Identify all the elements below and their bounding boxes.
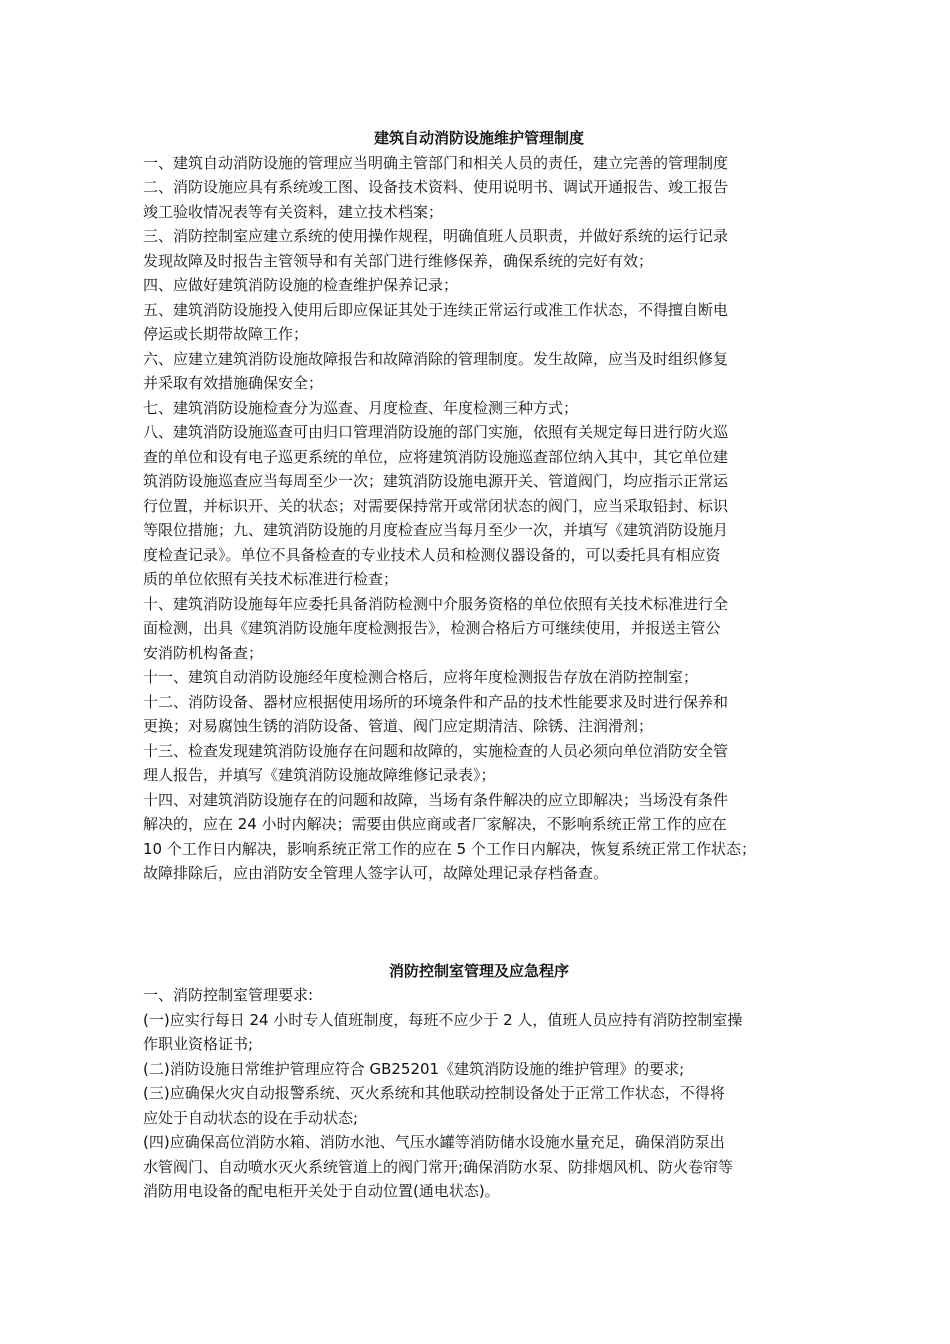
section1-paragraph-4 <box>143 273 815 298</box>
section1-paragraph-12 <box>143 739 815 788</box>
section1-paragraph-13 <box>143 788 815 886</box>
section2-paragraph-2 <box>143 1008 815 1057</box>
section2-paragraph-4 <box>143 1081 815 1130</box>
section1-paragraph-6 <box>143 347 815 396</box>
section2-paragraph-3 <box>143 1057 815 1082</box>
line: 应处于自动状态的设在手动状态; <box>143 1108 359 1127</box>
line: 三、消防控制室应建立系统的使用操作规程，明确值班人员职责，并做好系统的运行记录 <box>143 227 729 245</box>
line: 度检查记录》。单位不具备检查的专业技术人员和检测仪器设备的，可以委托具有相应资 <box>143 545 721 564</box>
section2-title: 消防控制室管理及应急程序 <box>388 961 569 980</box>
line: 停运或长期带故障工作； <box>143 325 309 343</box>
section1-title: 建筑自动消防设施维护管理制度 <box>373 129 584 147</box>
section1-paragraph-5 <box>143 298 815 347</box>
line: 五、建筑消防设施投入使用后即应保证其处于连续正常运行或准工作状态，不得擅自断电 <box>143 300 729 319</box>
line: 十四、对建筑消防设施存在的问题和故障，当场有条件解决的应立即解决；当场没有条件 <box>143 790 729 809</box>
section1-paragraph-9 <box>143 592 815 666</box>
line: (三)应确保火灾自动报警系统、灭火系统和其他联动控制设备处于正常工作状态，不得将 <box>143 1084 725 1102</box>
line: 作职业资格证书; <box>143 1035 254 1053</box>
section1-paragraph-1 <box>143 151 815 176</box>
section1-paragraph-10 <box>143 665 815 690</box>
line: 面检测，出具《建筑消防设施年度检测报告》，检测合格后方可继续使用，并报送主管公 <box>143 619 721 637</box>
line: 更换；对易腐蚀生锈的消防设备、管道、阀门应定期清洁、除锈、注润滑剂； <box>143 717 654 735</box>
section1-body <box>143 151 815 886</box>
line: (四)应确保高位消防水箱、消防水池、气压水罐等消防储水设施水量充足，确保消防泵出 <box>143 1133 725 1151</box>
line: 查的单位和设有电子巡更系统的单位，应将建筑消防设施巡查部位纳入其中，其它单位建 <box>143 447 729 466</box>
line: 二、消防设施应具有系统竣工图、设备技术资料、使用说明书、调试开通报告、竣工报告 <box>143 178 729 196</box>
section1-paragraph-11 <box>143 690 815 739</box>
line: 故障排除后，应由消防安全管理人签字认可，故障处理记录存档备查。 <box>143 864 609 882</box>
section2-paragraph-5 <box>143 1130 815 1204</box>
line: 水管阀门、自动喷水灭火系统管道上的阀门常开;确保消防水泵、防排烟风机、防火卷帘等 <box>143 1157 734 1176</box>
line: 七、建筑消防设施检查分为巡查、月度检查、年度检测三种方式； <box>143 398 579 417</box>
line: 十三、检查发现建筑消防设施存在问题和故障的，实施检查的人员必须向单位消防安全管 <box>143 741 729 760</box>
line: 一、消防控制室管理要求: <box>143 986 314 1004</box>
section1-paragraph-3 <box>143 224 815 273</box>
line: (二)消防设施日常维护管理应符合 GB25201《建筑消防设施的维护管理》的要求; <box>143 1059 685 1078</box>
section2-paragraph-1 <box>143 983 815 1008</box>
line: 六、应建立建筑消防设施故障报告和故障消除的管理制度。发生故障，应当及时组织修复 <box>143 349 729 368</box>
line: 十一、建筑自动消防设施经年度检测合格后，应将年度检测报告存放在消防控制室； <box>143 668 699 686</box>
section-spacer <box>143 886 815 959</box>
line: 十二、消防设备、器材应根据使用场所的环境条件和产品的技术性能要求及时进行保养和 <box>143 692 729 711</box>
line: 竣工验收情况表等有关资料，建立技术档案； <box>143 202 444 221</box>
line: 质的单位依照有关技术标准进行检查； <box>143 570 399 588</box>
line: 十、建筑消防设施每年应委托具备消防检测中介服务资格的单位依照有关技术标准进行全 <box>143 594 729 613</box>
line: 10 个工作日内解决，影响系统正常工作的应在 5 个工作日内解决，恢复系统正常工作状态； <box>143 839 756 858</box>
section1-paragraph-2 <box>143 175 815 224</box>
line: 消防用电设备的配电柜开关处于自动位置(通电状态)。 <box>143 1182 500 1200</box>
line: 筑消防设施巡查应当每周至少一次；建筑消防设施电源开关、管道阀门，均应指示正常运 <box>143 472 729 490</box>
line: 发现故障及时报告主管领导和有关部门进行维修保养，确保系统的完好有效； <box>143 251 654 270</box>
section1-paragraph-7 <box>143 396 815 421</box>
section2-body <box>143 983 815 1204</box>
line: 八、建筑消防设施巡查可由归口管理消防设施的部门实施，依照有关规定每日进行防火巡 <box>143 423 729 441</box>
line: 四、应做好建筑消防设施的检查维护保养记录； <box>143 276 459 294</box>
line: 等限位措施；九、建筑消防设施的月度检查应当每月至少一次，并填写《建筑消防设施月 <box>143 521 729 539</box>
line: 理人报告，并填写《建筑消防设施故障维修记录表》； <box>143 766 496 784</box>
document-page <box>143 126 815 1204</box>
line: 安消防机构备查； <box>143 643 264 662</box>
line: 行位置，并标识开、关的状态；对需要保持常开或常闭状态的阀门，应当采取铅封、标识 <box>143 496 729 515</box>
line: (一)应实行每日 24 小时专人值班制度，每班不应少于 2 人，值班人员应持有消防控制室操 <box>143 1010 743 1029</box>
line: 一、建筑自动消防设施的管理应当明确主管部门和相关人员的责任，建立完善的管理制度 <box>143 153 729 172</box>
line: 并采取有效措施确保安全； <box>143 374 324 392</box>
line: 解决的，应在 24 小时内解决；需要由供应商或者厂家解决，不影响系统正常工作的应在 <box>143 815 727 833</box>
section1-paragraph-8 <box>143 420 815 592</box>
